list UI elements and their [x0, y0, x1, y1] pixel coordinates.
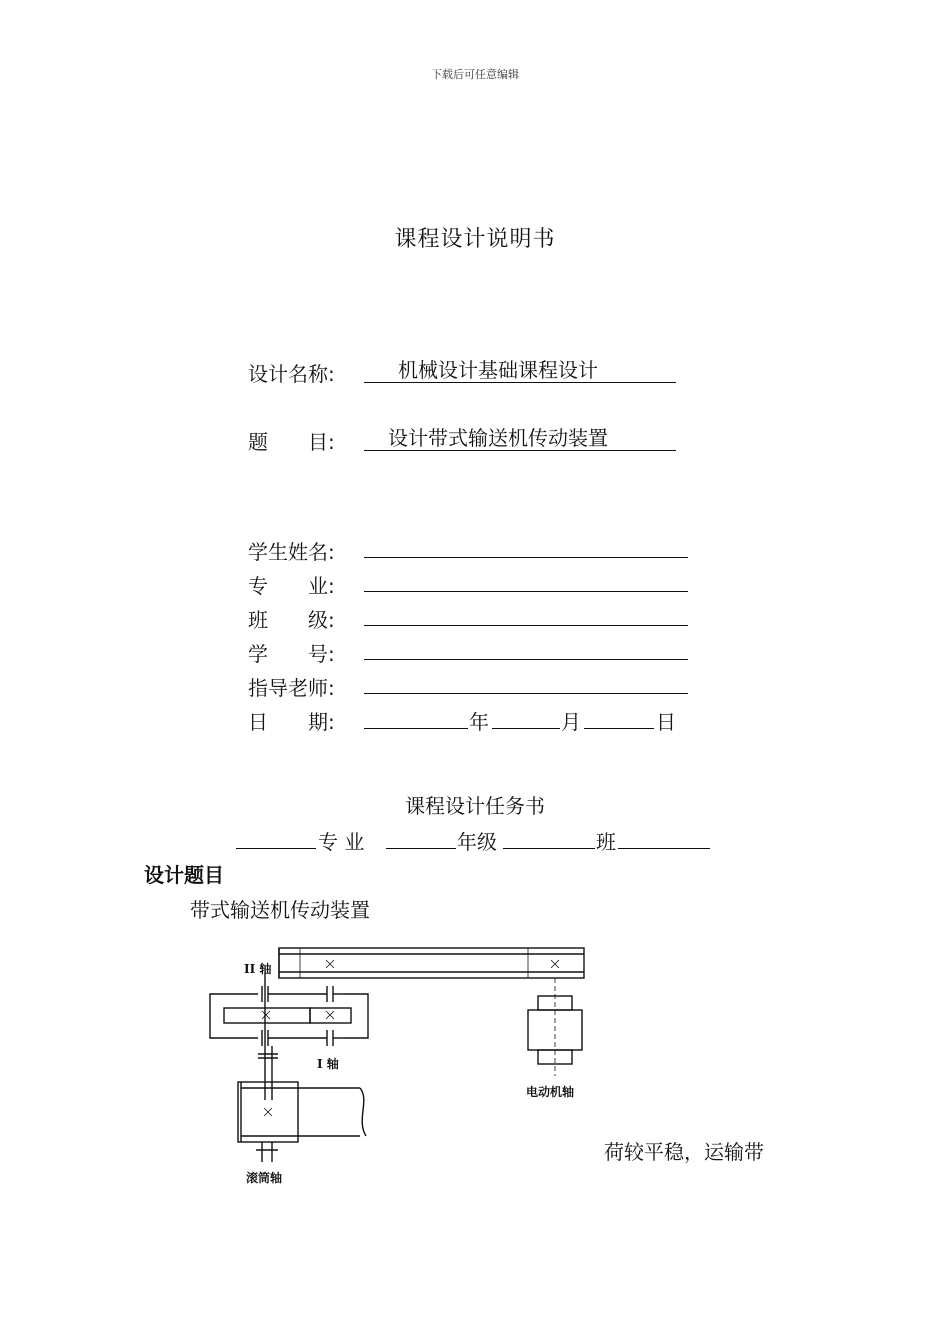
date-label: 日 期:: [248, 710, 335, 734]
motor: [528, 978, 582, 1076]
topic-value: 设计带式输送机传动装置: [388, 426, 608, 450]
task-grade-label: 年级: [457, 830, 497, 854]
drum: [238, 1082, 366, 1162]
design-subject: 带式输送机传动装置: [190, 898, 370, 922]
shaft2-label: II 轴: [244, 962, 272, 976]
advisor-label: 指导老师:: [248, 676, 335, 700]
design-name-value: 机械设计基础课程设计: [398, 358, 598, 382]
drum-label: 滚筒轴: [246, 1171, 283, 1185]
motor-label: 电动机轴: [526, 1085, 575, 1099]
header-note: 下载后可任意编辑: [431, 68, 519, 81]
gearbox: [210, 972, 368, 1100]
student-name-label: 学生姓名:: [248, 540, 335, 564]
design-name-label: 设计名称:: [248, 362, 335, 386]
shaft1-label: I 轴: [317, 1057, 339, 1071]
task-major-label: 专 业: [318, 830, 365, 854]
section-heading: 设计题目: [144, 863, 224, 887]
document-title: 课程设计说明书: [394, 227, 556, 252]
description-fragment: 荷较平稳，运输带: [604, 1140, 764, 1164]
class-label: 班 级:: [248, 608, 335, 632]
task-class-label: 班: [596, 830, 616, 854]
date-month-label: 月: [561, 710, 581, 734]
topic-label: 题 目:: [248, 430, 335, 454]
belt-drive: [279, 948, 584, 978]
student-id-label: 学 号:: [248, 642, 335, 666]
task-title: 课程设计任务书: [405, 794, 545, 818]
date-year-label: 年: [469, 710, 489, 734]
major-label: 专 业:: [248, 574, 335, 598]
date-day-label: 日: [656, 710, 676, 734]
